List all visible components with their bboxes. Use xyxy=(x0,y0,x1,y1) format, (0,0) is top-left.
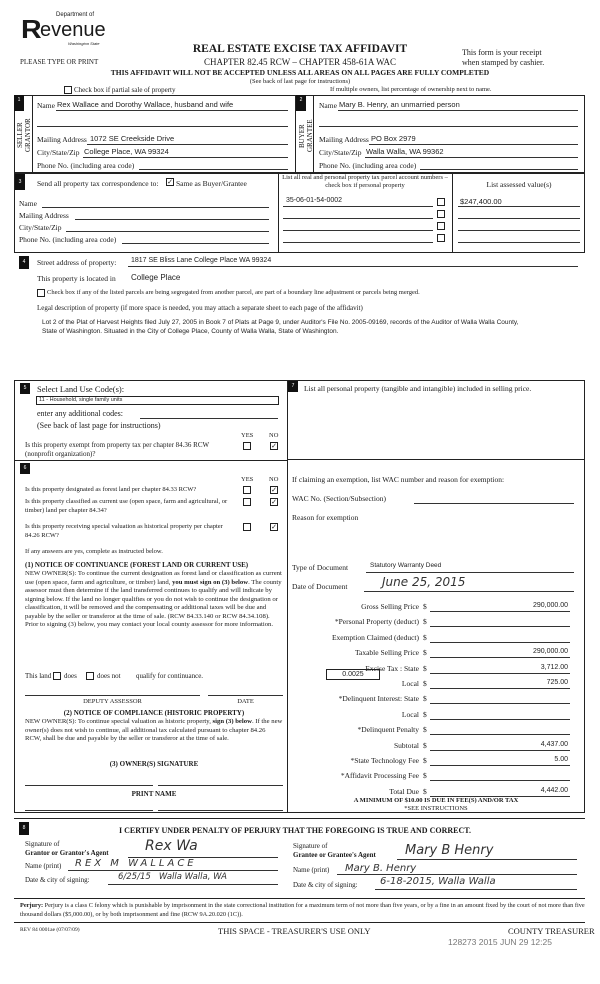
section-5-badge: 5 xyxy=(20,383,30,394)
assessed-line xyxy=(458,230,580,231)
s5-no-header: NO xyxy=(269,432,279,439)
form-title: REAL ESTATE EXCISE TAX AFFIDAVIT xyxy=(192,43,408,55)
grantee-name-print-label: Name (print) xyxy=(293,866,330,874)
amount-value[interactable]: 4,437.00 xyxy=(540,741,568,748)
section-8-badge: 8 xyxy=(19,822,29,835)
deputy-assessor-label: DEPUTY ASSESSOR xyxy=(83,698,142,705)
legal-description-value[interactable]: Lot 2 of the Plat of Harvest Heights filed July 27, 2005 in Book 7 of Plats at Page 9, under Auditor's File No. 2005-09169, records of the Auditor of Walla Walla County, State of Washington. Situated in the City of College Place, County of Walla Walla, State of Washington. xyxy=(42,319,519,335)
amount-line xyxy=(430,780,570,781)
amount-label: Excise Tax : State xyxy=(365,664,419,673)
segregated-label: Check box if any of the listed parcels are being segregated from another parcel, are part of a boundary line adjustment or parcels being merged. xyxy=(47,289,420,296)
notice-1-text-b: . The county assessor must then determine if the land transferred continues to qualify and will indicate by signing below. If the land no longer qualifies or you do not wish to continue the designation or classification, it will be removed and the compensating or additional taxes will be due and payable by the seller or transferor at the time of sale. (RCW 84.33.140 or RCW 84.34.108). Prior to signing (3) below, you may contact your local county assessor for more information. xyxy=(25,578,282,628)
instructions-note: (See back of last page for instructions) xyxy=(249,78,351,85)
grantor-city-line xyxy=(83,157,288,158)
grantee-name-print-value[interactable]: Mary B. Henry xyxy=(345,863,417,874)
currency-symbol: $ xyxy=(423,694,427,703)
grantee-phone-label: Phone No. (including area code) xyxy=(319,161,417,170)
grantor-sig-label-1: Signature of xyxy=(25,840,60,848)
grantor-signature[interactable]: Rex Wa xyxy=(145,838,198,854)
this-land-label: This land xyxy=(25,672,52,680)
grantee-date-line xyxy=(375,889,577,890)
amount-label: *Personal Property (deduct) xyxy=(334,617,419,626)
amount-line xyxy=(430,657,570,658)
grantee-name-line-2 xyxy=(319,126,578,127)
owner-signature-line-1[interactable] xyxy=(25,785,153,786)
parcel-line xyxy=(283,230,433,231)
notice-1-bold: you must sign on (3) below xyxy=(172,578,249,586)
street-address-label: Street address of property: xyxy=(37,258,117,267)
partial-sale-checkbox[interactable] xyxy=(64,86,72,94)
grantee-mailing-value[interactable]: PO Box 2979 xyxy=(371,134,416,143)
grantor-mailing-line xyxy=(87,144,288,145)
land-use-value: 11 - Household, single family units xyxy=(39,397,123,403)
grantor-name-print-label: Name (print) xyxy=(25,862,62,870)
grantor-name-value[interactable]: Rex Wallace and Dorothy Wallace, husband and wife xyxy=(57,100,234,109)
deputy-assessor-line[interactable] xyxy=(25,695,200,696)
amount-label: *State Technology Fee xyxy=(350,756,419,765)
doc-type-label: Type of Document xyxy=(292,563,349,572)
treasurer-use-only: THIS SPACE - TREASURER'S USE ONLY xyxy=(218,926,371,936)
footer-bottom-rule xyxy=(14,922,585,923)
exemption-label: If claiming an exemption, list WAC number and reason for exemption: xyxy=(292,475,505,484)
grantee-signature[interactable]: Mary B Henry xyxy=(405,843,494,858)
grantee-city-label: City/State/Zip xyxy=(319,148,362,157)
amount-label: Subtotal xyxy=(393,741,419,750)
s3-mailing-label: Mailing Address xyxy=(19,211,69,220)
certify-statement: I CERTIFY UNDER PENALTY OF PERJURY THAT THE FOREGOING IS TRUE AND CORRECT. xyxy=(118,826,471,835)
print-name-label: PRINT NAME xyxy=(131,790,177,798)
amount-label: Exemption Claimed (deduct) xyxy=(331,633,419,642)
qualify-label: qualify for continuance. xyxy=(136,672,204,680)
s6-yes-header: YES xyxy=(241,476,254,483)
grantee-phone-line xyxy=(420,169,578,170)
amount-label: Local xyxy=(401,679,419,688)
receipt-note-2: when stamped by cashier. xyxy=(462,58,545,67)
grantee-date-label: Date & city of signing: xyxy=(293,881,358,889)
grantor-city-value[interactable]: College Place, WA 99324 xyxy=(84,147,169,156)
s3-name-line xyxy=(42,207,269,208)
treasurer-stamp: 128273 2015 JUN 29 12:25 xyxy=(448,937,552,947)
s3-phone-label: Phone No. (including area code) xyxy=(19,235,117,244)
minimum-note: A MINIMUM OF $10.00 IS DUE IN FEE(S) AND/OR TAX xyxy=(353,797,519,804)
parcel-line xyxy=(283,218,433,219)
s3-name-label: Name xyxy=(19,199,37,208)
dor-logo xyxy=(18,10,118,62)
grantor-name-line xyxy=(56,110,288,111)
owner-signature-line-2[interactable] xyxy=(158,785,283,786)
grantor-name-label: Name xyxy=(37,101,55,110)
section-2-badge: 2 xyxy=(296,95,306,111)
form-number: REV 84 0001ae (07/07/09) xyxy=(20,927,80,933)
currency-symbol: $ xyxy=(423,664,427,673)
perjury-text: Perjury is a class C felony which is punishable by imprisonment in the state correctional institution for a maximum term of not more than five years, or by a fine in an amount fixed by the court of not more than five thousand dollars ($5,000.00), or by both imprisonment and fine (RCW 9A.20.020 (1C)). xyxy=(20,902,585,918)
s6-yes-checkbox[interactable] xyxy=(243,486,251,494)
grantor-date-value[interactable]: 6/25/15 Walla Walla, WA xyxy=(118,872,227,882)
parcel-line xyxy=(283,206,433,207)
amount-value[interactable]: 290,000.00 xyxy=(532,648,568,655)
currency-symbol: $ xyxy=(423,787,427,796)
assessed-value[interactable]: $247,400.00 xyxy=(460,197,502,206)
section-7-badge: 7 xyxy=(288,381,298,392)
amount-line xyxy=(430,765,570,766)
receipt-note-1: This form is your receipt xyxy=(462,48,542,57)
personal-property-checkbox[interactable] xyxy=(437,222,445,230)
logo-state: Washington State xyxy=(68,41,100,46)
parcel-line xyxy=(283,242,433,243)
currency-symbol: $ xyxy=(423,756,427,765)
amount-label: *Delinquent Penalty xyxy=(357,725,419,734)
notice-1-title: (1) NOTICE OF CONTINUANCE (FOREST LAND OR CURRENT USE) xyxy=(25,561,249,569)
send-correspondence-label: Send all property tax correspondence to: xyxy=(37,179,159,188)
same-as-buyer-label: Same as Buyer/Grantee xyxy=(176,179,247,188)
see-back-note: (See back of last page for instructions) xyxy=(37,421,161,430)
section-1-badge: 1 xyxy=(14,95,24,111)
personal-property-label: List all personal property (tangible and intangible) included in selling price. xyxy=(304,384,532,393)
exempt-question: Is this property exempt from property tax per chapter 84.36 RCW (nonprofit organization)? xyxy=(25,441,209,458)
amount-line xyxy=(430,642,570,643)
doc-type-value[interactable]: Statutory Warranty Deed xyxy=(370,562,442,569)
assessor-date-label: DATE xyxy=(237,698,254,705)
s6-yes-checkbox[interactable] xyxy=(243,523,251,531)
grantee-date-value[interactable]: 6-18-2015, Walla Walla xyxy=(380,876,496,887)
amount-label: Taxable Selling Price xyxy=(354,648,419,657)
amount-line xyxy=(430,688,570,689)
owner-signature-label: (3) OWNER(S) SIGNATURE xyxy=(109,760,199,768)
currency-symbol: $ xyxy=(423,602,427,611)
amount-label: *Affidavit Processing Fee xyxy=(340,771,419,780)
notice-2-text xyxy=(25,718,283,744)
section-3-badge: 3 xyxy=(15,174,25,190)
amount-value[interactable]: 4,442.00 xyxy=(540,787,568,794)
notice-2-bold: sign (3) below xyxy=(212,718,252,725)
doc-date-value[interactable]: June 25, 2015 xyxy=(382,575,466,589)
currency-symbol: $ xyxy=(423,741,427,750)
grantor-phone-label: Phone No. (including area code) xyxy=(37,161,135,170)
currency-symbol: $ xyxy=(423,648,427,657)
currency-symbol: $ xyxy=(423,725,427,734)
perjury-bold: Perjury: xyxy=(20,902,44,909)
currency-symbol: $ xyxy=(423,617,427,626)
exempt-yes-checkbox[interactable] xyxy=(243,442,251,450)
parcel-number[interactable]: 35-06-01-54-0002 xyxy=(286,197,343,204)
county-treasurer: COUNTY TREASURER xyxy=(508,926,595,936)
street-address-value[interactable]: 1817 SE Bliss Lane College Place WA 99324 xyxy=(131,257,272,264)
reason-label: Reason for exemption xyxy=(292,513,359,522)
grantee-city-value[interactable]: Walla Walla, WA 99362 xyxy=(366,147,444,156)
logo-name: evenue xyxy=(40,19,106,41)
does-not-checkbox[interactable] xyxy=(86,672,94,680)
currency-symbol: $ xyxy=(423,633,427,642)
amount-value[interactable]: 725.00 xyxy=(546,679,568,686)
notice-1-text xyxy=(25,570,283,630)
s6-no-header: NO xyxy=(269,476,279,483)
does-not-label: does not xyxy=(97,672,121,680)
buyer-text: BUYER xyxy=(298,124,306,148)
grantee-sig-label-2: Grantee or Grantee's Agent xyxy=(293,851,376,859)
amount-value[interactable]: 290,000.00 xyxy=(532,602,568,609)
amount-value[interactable]: 5.00 xyxy=(554,756,568,763)
same-as-buyer-checkbox[interactable]: ✓ xyxy=(167,178,173,186)
logo-initial: R xyxy=(21,14,42,44)
section-3-divider-1 xyxy=(278,173,279,253)
see-instructions-note: *SEE INSTRUCTIONS xyxy=(404,805,468,812)
s3-city-line xyxy=(66,231,269,232)
additional-codes-label: enter any additional codes: xyxy=(37,409,123,418)
grantee-city-line xyxy=(365,157,578,158)
s3-mailing-line xyxy=(75,219,269,220)
grantee-name-print-line xyxy=(337,874,577,875)
section-5-6-divider xyxy=(14,460,288,461)
doc-date-label: Date of Document xyxy=(292,582,348,591)
land-use-select[interactable] xyxy=(36,396,279,405)
doc-date-line xyxy=(364,591,574,592)
assessed-line xyxy=(458,218,580,219)
located-in-label: This property is located in xyxy=(37,274,116,283)
personal-property-checkbox[interactable] xyxy=(437,210,445,218)
land-use-label: Select Land Use Code(s): xyxy=(37,384,125,394)
amount-label: Total Due xyxy=(389,787,419,796)
s6-question-text: Is this property classified as current use (open space, farm and agricultural, or timber) land per chapter 84.34? xyxy=(25,498,228,514)
amount-line xyxy=(430,734,570,735)
multiple-owners-note: If multiple owners, list percentage of ownership next to name. xyxy=(330,86,492,93)
grantor-phone-line xyxy=(139,169,288,170)
grantee-name-label: Name xyxy=(319,101,337,110)
assessed-header: List assessed value(s) xyxy=(486,180,552,189)
grantor-mailing-label: Mailing Address xyxy=(37,135,87,144)
local-rate-box[interactable] xyxy=(326,669,380,680)
partial-sale-label: Check box if partial sale of property xyxy=(74,86,176,94)
does-label: does xyxy=(64,672,77,680)
currency-symbol: $ xyxy=(423,710,427,719)
seller-text: SELLER xyxy=(16,122,24,148)
section-8-top-rule xyxy=(14,818,585,819)
print-name-line-2[interactable] xyxy=(158,810,283,811)
amount-line xyxy=(430,626,570,627)
grantor-date-line xyxy=(108,884,278,885)
wac-line[interactable] xyxy=(414,503,574,504)
section-6-badge: 6 xyxy=(20,463,30,474)
grantor-date-label: Date & city of signing: xyxy=(25,876,90,884)
additional-codes-line[interactable] xyxy=(140,418,278,419)
section-3-divider-2 xyxy=(452,173,453,253)
s3-phone-line xyxy=(122,243,269,244)
grantor-label xyxy=(24,112,32,158)
section-2-divider xyxy=(313,95,314,173)
legal-description-label: Legal description of property (if more space is needed, you may attach a separate sheet to each page of the affidavit) xyxy=(37,304,363,312)
footer-top-rule xyxy=(14,898,585,899)
s6-yes-checkbox[interactable] xyxy=(243,498,251,506)
s5-yes-header: YES xyxy=(241,432,254,439)
section-4-badge: 4 xyxy=(19,256,29,269)
grantor-mailing-value[interactable]: 1072 SE Creekside Drive xyxy=(90,134,175,143)
amount-label: Local xyxy=(401,710,419,719)
assessed-line xyxy=(458,242,580,243)
assessed-line xyxy=(458,206,580,207)
amount-line xyxy=(430,750,570,751)
grantee-mailing-line xyxy=(369,144,578,145)
amount-line xyxy=(430,611,570,612)
amount-label: Gross Selling Price xyxy=(361,602,419,611)
grantee-sig-label-1: Signature of xyxy=(293,842,328,850)
s6-no-checkbox[interactable]: ✓ xyxy=(271,523,277,531)
wac-label: WAC No. (Section/Subsection) xyxy=(292,494,386,503)
personal-property-checkbox[interactable] xyxy=(437,234,445,242)
grantor-text: GRANTOR xyxy=(24,118,32,152)
personal-property-checkbox[interactable] xyxy=(437,198,445,206)
s3-city-label: City/State/Zip xyxy=(19,223,62,232)
grantor-name-line-2 xyxy=(37,126,288,127)
seller-label xyxy=(16,115,24,155)
located-in-value[interactable]: College Place xyxy=(131,273,181,282)
assessor-date-line[interactable] xyxy=(208,695,283,696)
s6-no-checkbox[interactable]: ✓ xyxy=(271,498,277,506)
notice-1-text-a: NEW OWNER(S): To continue the current designation as forest land or classification as current use (open space, farm and agriculture, or timber) land, xyxy=(25,570,282,586)
currency-symbol: $ xyxy=(423,679,427,688)
notice-2-text-a: NEW OWNER(S): To continue special valuation as historic property, xyxy=(25,718,213,725)
local-rate-value: 0.0025 xyxy=(342,671,364,678)
section-7-divider xyxy=(287,459,585,460)
print-name-line-1[interactable] xyxy=(25,810,153,811)
form-subtitle: CHAPTER 82.45 RCW – CHAPTER 458-61A WAC xyxy=(204,57,396,67)
grantee-sig-line xyxy=(397,859,577,860)
if-yes-note: If any answers are yes, complete as instructed below. xyxy=(25,548,163,555)
warning-text: THIS AFFIDAVIT WILL NOT BE ACCEPTED UNLESS ALL AREAS ON ALL PAGES ARE FULLY COMPLETED xyxy=(110,68,490,77)
street-address-line xyxy=(128,266,578,267)
grantor-city-label: City/State/Zip xyxy=(37,148,80,157)
buyer-label xyxy=(298,118,306,154)
section-1-divider xyxy=(32,95,33,173)
grantee-name-value[interactable]: Mary B. Henry, an unmarried person xyxy=(339,100,460,109)
exempt-no-checkbox[interactable]: ✓ xyxy=(271,442,277,450)
does-checkbox[interactable] xyxy=(53,672,61,680)
amount-label: *Delinquent Interest: State xyxy=(338,694,419,703)
segregated-checkbox[interactable] xyxy=(37,289,45,297)
grantee-text: GRANTEE xyxy=(306,119,314,153)
amount-line xyxy=(430,673,570,674)
s6-no-checkbox[interactable]: ✓ xyxy=(271,486,277,494)
logo-dept: Department of xyxy=(56,12,95,18)
perjury-statement xyxy=(20,901,585,919)
grantee-name-line xyxy=(338,110,578,111)
amount-line xyxy=(430,703,570,704)
parcel-header: List all real and personal property tax parcel account numbers – check box if personal property xyxy=(282,174,448,189)
please-type: PLEASE TYPE OR PRINT xyxy=(20,58,99,66)
s6-question-text: Is this property receiving special valuation as historical property per chapter 84.26 RCW? xyxy=(25,523,223,539)
doc-type-line xyxy=(366,572,574,573)
grantor-name-print-value[interactable]: REX M WALLACE xyxy=(75,858,197,869)
notice-2-text-b: . If the new owner(s) does not wish to continue, all additional tax calculated pursuant to chapter 84.26 RCW, shall be due and payable by the seller or transferor at the time of sale. xyxy=(25,718,283,742)
s6-question-text: Is this property designated as forest land per chapter 84.33 RCW? xyxy=(25,486,197,493)
amount-line xyxy=(430,719,570,720)
grantor-sig-label-2: Grantor or Grantor's Agent xyxy=(25,849,109,857)
amount-value[interactable]: 3,712.00 xyxy=(540,664,568,671)
grantor-name-print-line xyxy=(68,870,278,871)
currency-symbol: $ xyxy=(423,771,427,780)
notice-2-title: (2) NOTICE OF COMPLIANCE (HISTORIC PROPERTY) xyxy=(63,709,245,717)
grantee-mailing-label: Mailing Address xyxy=(319,135,369,144)
